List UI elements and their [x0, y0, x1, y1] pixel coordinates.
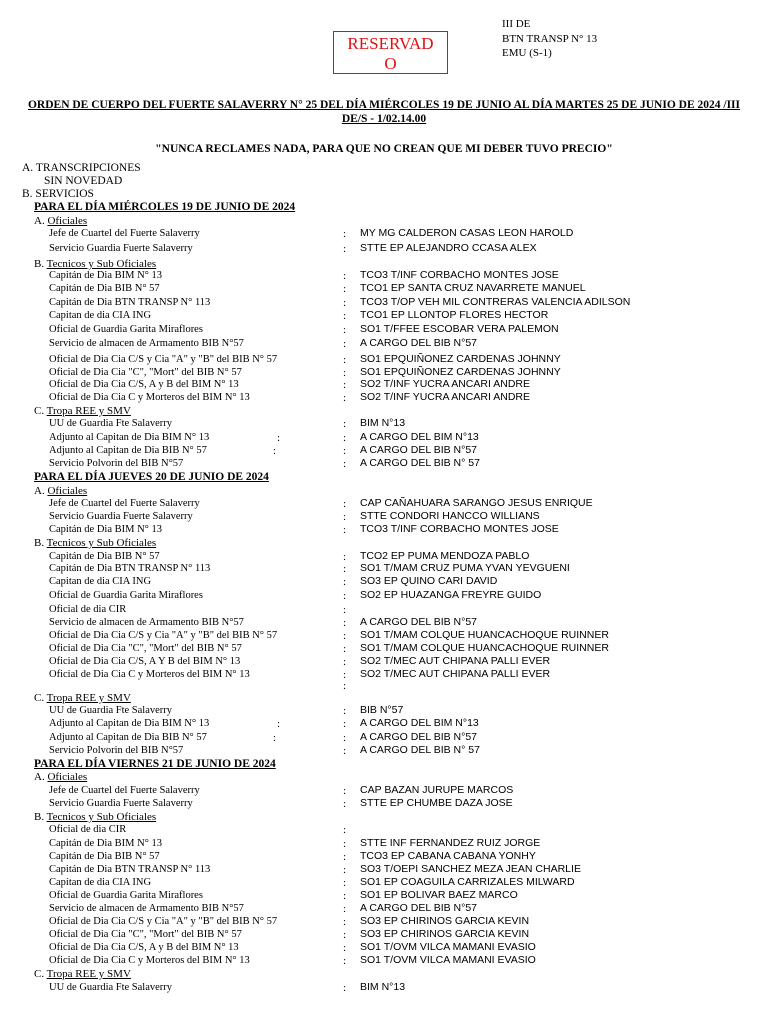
row-colon-inline: : — [273, 445, 277, 457]
row-value: TCO2 EP PUMA MENDOZA PABLO — [360, 550, 530, 562]
group-heading — [34, 692, 131, 704]
row-value: TCO1 EP SANTA CRUZ NAVARRETE MANUEL — [360, 282, 586, 294]
row-colon-inline: : — [277, 432, 281, 444]
row-label: Capitán de Dia BTN TRANSP N° 113 — [49, 563, 211, 574]
section-a-note: SIN NOVEDAD — [44, 175, 123, 187]
group-name: Tecnicos y Sub Oficiales — [46, 258, 157, 270]
row-value: A CARGO DEL BIB N°57 — [360, 902, 478, 914]
row-label: Capitán de Dia BIB N° 57 — [49, 851, 160, 862]
row-label: Capitán de Dia BIM N° 13 — [49, 270, 162, 281]
row-value: A CARGO DEL BIM N°13 — [360, 717, 479, 729]
row-colon: : — [343, 798, 347, 810]
row-value: A CARGO DEL BIB N°57 — [360, 444, 478, 456]
row-value: SO1 EPQUIÑONEZ CARDENAS JOHNNY — [360, 353, 561, 365]
row-colon: : — [343, 511, 347, 523]
row-label: Oficial de Dia Cia C/S y Cia "A" y "B" del BIB N° 57 — [49, 916, 278, 927]
row-colon: : — [343, 745, 347, 757]
row-label: Servicio Guardia Fuerte Salaverry — [49, 511, 193, 522]
group-heading — [34, 771, 87, 783]
row-label: Adjunto al Capitan de Dia BIB N° 57 — [49, 445, 207, 456]
row-colon: : — [343, 228, 347, 240]
row-label: Oficial de dia CIR — [49, 824, 127, 835]
row-value: BIB N°57 — [360, 704, 404, 716]
section-b-title: B. SERVICIOS — [22, 188, 94, 200]
group-heading — [34, 405, 131, 417]
row-label: Capitán de Dia BTN TRANSP N° 113 — [49, 864, 211, 875]
row-colon: : — [343, 458, 347, 470]
row-label: Oficial de Dia Cia C y Morteros del BIM N° 13 — [49, 955, 250, 966]
row-colon: : — [343, 551, 347, 563]
row-label: UU de Guardia Fte Salaverry — [49, 705, 173, 716]
row-colon: : — [343, 354, 347, 366]
row-label: Oficial de Guardia Garita Miraflores — [49, 890, 203, 901]
row-label: Oficial de Dia Cia C/S y Cia "A" y "B" del BIB N° 57 — [49, 630, 278, 641]
row-label: Servicio Guardia Fuerte Salaverry — [49, 798, 193, 809]
row-value: SO3 EP CHIRINOS GARCIA KEVIN — [360, 915, 530, 927]
row-colon: : — [343, 445, 347, 457]
row-colon: : — [343, 524, 347, 536]
motto: "NUNCA RECLAMES NADA, PARA QUE NO CREAN QUE MI DEBER TUVO PRECIO" — [155, 143, 613, 155]
row-value: BIM N°13 — [360, 417, 406, 429]
row-value: SO2 T/INF YUCRA ANCARI ANDRE — [360, 391, 530, 403]
reservado-stamp — [333, 31, 448, 74]
row-value: SO1 T/FFEE ESCOBAR VERA PALEMON — [360, 323, 559, 335]
group-letter: C. — [34, 968, 45, 980]
group-name: Oficiales — [47, 771, 88, 783]
day-title: PARA EL DÍA MIÉRCOLES 19 DE JUNIO DE 2024 — [34, 201, 296, 213]
row-colon: : — [343, 367, 347, 379]
row-colon: : — [343, 680, 347, 692]
row-value: TCO3 T/INF CORBACHO MONTES JOSE — [360, 269, 559, 281]
row-colon: : — [343, 877, 347, 889]
row-label: Oficial de Dia Cia C y Morteros del BIM N° 13 — [49, 669, 250, 680]
row-label: Oficial de Guardia Garita Miraflores — [49, 324, 203, 335]
row-label: Capitan de dia CIA ING — [49, 576, 152, 587]
row-label: Capitán de Dia BIM N° 13 — [49, 838, 162, 849]
row-value: SO3 EP QUINO CARI DAVID — [360, 575, 498, 587]
group-letter: C. — [34, 405, 45, 417]
row-colon: : — [343, 297, 347, 309]
group-heading — [34, 968, 131, 980]
row-colon: : — [343, 824, 347, 836]
row-colon: : — [343, 310, 347, 322]
row-label: Capitán de Dia BIB N° 57 — [49, 283, 160, 294]
row-label: Oficial de Dia Cia "C", "Mort" del BIB N° 57 — [49, 929, 242, 940]
row-label: Jefe de Cuartel del Fuerte Salaverry — [49, 785, 200, 796]
row-colon: : — [343, 392, 347, 404]
group-heading — [34, 537, 156, 549]
row-value: TCO1 EP LLONTOP FLORES HECTOR — [360, 309, 549, 321]
row-label: Capitan de dia CIA ING — [49, 310, 152, 321]
row-colon: : — [343, 604, 347, 616]
group-heading — [34, 215, 87, 227]
row-label: Jefe de Cuartel del Fuerte Salaverry — [49, 228, 200, 239]
row-label: Oficial de Guardia Garita Miraflores — [49, 590, 203, 601]
row-label: Oficial de Dia Cia C/S, A y B del BIM N° 13 — [49, 942, 239, 953]
unit-reference — [502, 17, 597, 61]
row-label: Servicio Polvorin del BIB N°57 — [49, 458, 184, 469]
row-label: Capitán de Dia BIB N° 57 — [49, 551, 160, 562]
row-colon-inline: : — [273, 732, 277, 744]
row-value: SO1 T/OVM VILCA MAMANI EVASIO — [360, 954, 536, 966]
row-value: SO1 T/MAM CRUZ PUMA YVAN YEVGUENI — [360, 562, 570, 574]
row-colon: : — [343, 718, 347, 730]
row-label: UU de Guardia Fte Salaverry — [49, 982, 173, 993]
row-label: Oficial de Dia Cia C/S, A y B del BIM N° 13 — [49, 379, 239, 390]
unit-line-1: III DE — [502, 18, 531, 30]
row-colon: : — [343, 785, 347, 797]
row-value: A CARGO DEL BIB N°57 — [360, 731, 478, 743]
group-name: Tropa REE y SMV — [46, 968, 131, 980]
row-label: Oficial de Dia Cia C y Morteros del BIM N° 13 — [49, 392, 250, 403]
row-value: CAP BAZAN JURUPE MARCOS — [360, 784, 514, 796]
row-label: Oficial de Dia Cia C/S y Cia "A" y "B" del BIB N° 57 — [49, 354, 278, 365]
row-value: SO2 T/MEC AUT CHIPANA PALLI EVER — [360, 668, 551, 680]
row-colon: : — [343, 324, 347, 336]
row-value: SO1 EPQUIÑONEZ CARDENAS JOHNNY — [360, 366, 561, 378]
group-letter: A. — [34, 485, 45, 497]
row-colon: : — [343, 942, 347, 954]
row-value: TCO3 EP CABANA CABANA YONHY — [360, 850, 536, 862]
row-label: Servicio de almacen de Armamento BIB N°57 — [49, 617, 244, 628]
row-value: SO3 EP CHIRINOS GARCIA KEVIN — [360, 928, 530, 940]
unit-line-3: EMU (S-1) — [502, 47, 552, 59]
row-value: SO2 EP HUAZANGA FREYRE GUIDO — [360, 589, 542, 601]
group-letter: B. — [34, 811, 45, 823]
row-colon: : — [343, 669, 347, 681]
row-colon: : — [343, 617, 347, 629]
row-colon: : — [343, 982, 347, 994]
row-colon: : — [343, 243, 347, 255]
row-value: TCO3 T/OP VEH MIL CONTRERAS VALENCIA ADILSON — [360, 296, 631, 308]
document-title: ORDEN DE CUERPO DEL FUERTE SALAVERRY N° 25 DEL DÍA MIÉRCOLES 19 DE JUNIO AL DÍA MARTES 25 DE JUNIO DE 2024 /III DE/S - 1/02.14.00 — [27, 99, 741, 125]
row-colon: : — [343, 270, 347, 282]
row-colon: : — [343, 379, 347, 391]
stamp-line-1: RESERVAD — [347, 34, 434, 53]
row-colon: : — [343, 705, 347, 717]
row-label: Capitán de Dia BTN TRANSP N° 113 — [49, 297, 211, 308]
row-label: Jefe de Cuartel del Fuerte Salaverry — [49, 498, 200, 509]
row-colon: : — [343, 432, 347, 444]
row-value: A CARGO DEL BIB N° 57 — [360, 457, 480, 469]
row-colon: : — [343, 903, 347, 915]
row-value: TCO3 T/INF CORBACHO MONTES JOSE — [360, 523, 559, 535]
row-label: Servicio de almacen de Armamento BIB N°57 — [49, 903, 244, 914]
row-value: STTE EP CHUMBE DAZA JOSE — [360, 797, 513, 809]
row-colon: : — [343, 890, 347, 902]
row-value: STTE CONDORI HANCCO WILLIANS — [360, 510, 540, 522]
row-value: A CARGO DEL BIB N° 57 — [360, 744, 480, 756]
row-label: Oficial de dia CIR — [49, 604, 127, 615]
group-heading — [34, 485, 87, 497]
row-colon: : — [343, 929, 347, 941]
stamp-line-2: O — [384, 54, 397, 73]
row-colon-inline: : — [277, 718, 281, 730]
group-letter: A. — [34, 771, 45, 783]
group-heading — [34, 811, 156, 823]
group-name: Tropa REE y SMV — [46, 692, 131, 704]
group-name: Tropa REE y SMV — [46, 405, 131, 417]
group-letter: A. — [34, 215, 45, 227]
row-label: Oficial de Dia Cia "C", "Mort" del BIB N° 57 — [49, 643, 242, 654]
row-label: Servicio Guardia Fuerte Salaverry — [49, 243, 193, 254]
group-letter: C. — [34, 692, 45, 704]
group-name: Oficiales — [47, 215, 88, 227]
row-label: Adjunto al Capitan de Dia BIM N° 13 — [49, 718, 210, 729]
row-value: SO1 EP BOLIVAR BAEZ MARCO — [360, 889, 518, 901]
group-name: Oficiales — [47, 485, 88, 497]
row-value: A CARGO DEL BIB N°57 — [360, 337, 478, 349]
group-name: Tecnicos y Sub Oficiales — [46, 537, 157, 549]
row-colon: : — [343, 576, 347, 588]
row-label: Adjunto al Capitan de Dia BIM N° 13 — [49, 432, 210, 443]
group-letter: B. — [34, 537, 45, 549]
group-name: Tecnicos y Sub Oficiales — [46, 811, 157, 823]
row-value: STTE INF FERNANDEZ RUIZ JORGE — [360, 837, 541, 849]
row-value: SO1 T/MAM COLQUE HUANCACHOQUE RUINNER — [360, 629, 609, 641]
section-a-title: A. TRANSCRIPCIONES — [22, 162, 141, 174]
row-colon: : — [343, 338, 347, 350]
row-value: CAP CAÑAHUARA SARANGO JESUS ENRIQUE — [360, 497, 593, 509]
row-colon: : — [343, 955, 347, 967]
row-label: Servicio Polvorin del BIB N°57 — [49, 745, 184, 756]
row-value: SO2 T/MEC AUT CHIPANA PALLI EVER — [360, 655, 551, 667]
group-heading — [34, 258, 156, 270]
group-letter: B. — [34, 258, 45, 270]
row-colon: : — [343, 563, 347, 575]
row-colon: : — [343, 283, 347, 295]
row-value: STTE EP ALEJANDRO CCASA ALEX — [360, 242, 537, 254]
row-colon: : — [343, 590, 347, 602]
row-label: Adjunto al Capitan de Dia BIB N° 57 — [49, 732, 207, 743]
row-colon: : — [343, 732, 347, 744]
unit-line-2: BTN TRANSP N° 13 — [502, 32, 598, 45]
row-value: A CARGO DEL BIB N°57 — [360, 616, 478, 628]
row-label: UU de Guardia Fte Salaverry — [49, 418, 173, 429]
row-colon: : — [343, 498, 347, 510]
row-colon: : — [343, 838, 347, 850]
row-value: SO1 T/OVM VILCA MAMANI EVASIO — [360, 941, 536, 953]
row-colon: : — [343, 851, 347, 863]
day-title: PARA EL DÍA VIERNES 21 DE JUNIO DE 2024 — [34, 758, 276, 770]
row-colon: : — [343, 864, 347, 876]
row-value: MY MG CALDERON CASAS LEON HAROLD — [360, 227, 574, 239]
row-colon: : — [343, 643, 347, 655]
row-value: SO1 T/MAM COLQUE HUANCACHOQUE RUINNER — [360, 642, 609, 654]
row-colon: : — [343, 630, 347, 642]
row-label: Oficial de Dia Cia "C", "Mort" del BIB N° 57 — [49, 367, 242, 378]
row-colon: : — [343, 916, 347, 928]
day-title: PARA EL DÍA JUEVES 20 DE JUNIO DE 2024 — [34, 471, 269, 483]
row-label: Capitan de dia CIA ING — [49, 877, 152, 888]
row-label: Servicio de almacen de Armamento BIB N°57 — [49, 338, 244, 349]
row-value: A CARGO DEL BIM N°13 — [360, 431, 479, 443]
row-value: BIM N°13 — [360, 981, 406, 993]
row-value: SO1 EP COAGUILA CARRIZALES MILWARD — [360, 876, 575, 888]
row-label: Capitán de Dia BIM N° 13 — [49, 524, 162, 535]
row-colon: : — [343, 418, 347, 430]
row-label: Oficial de Dia Cia C/S, A Y B del BIM N° 13 — [49, 656, 241, 667]
row-value: SO2 T/INF YUCRA ANCARI ANDRE — [360, 378, 530, 390]
row-colon: : — [343, 656, 347, 668]
row-value: SO3 T/OEPI SANCHEZ MEZA JEAN CHARLIE — [360, 863, 581, 875]
